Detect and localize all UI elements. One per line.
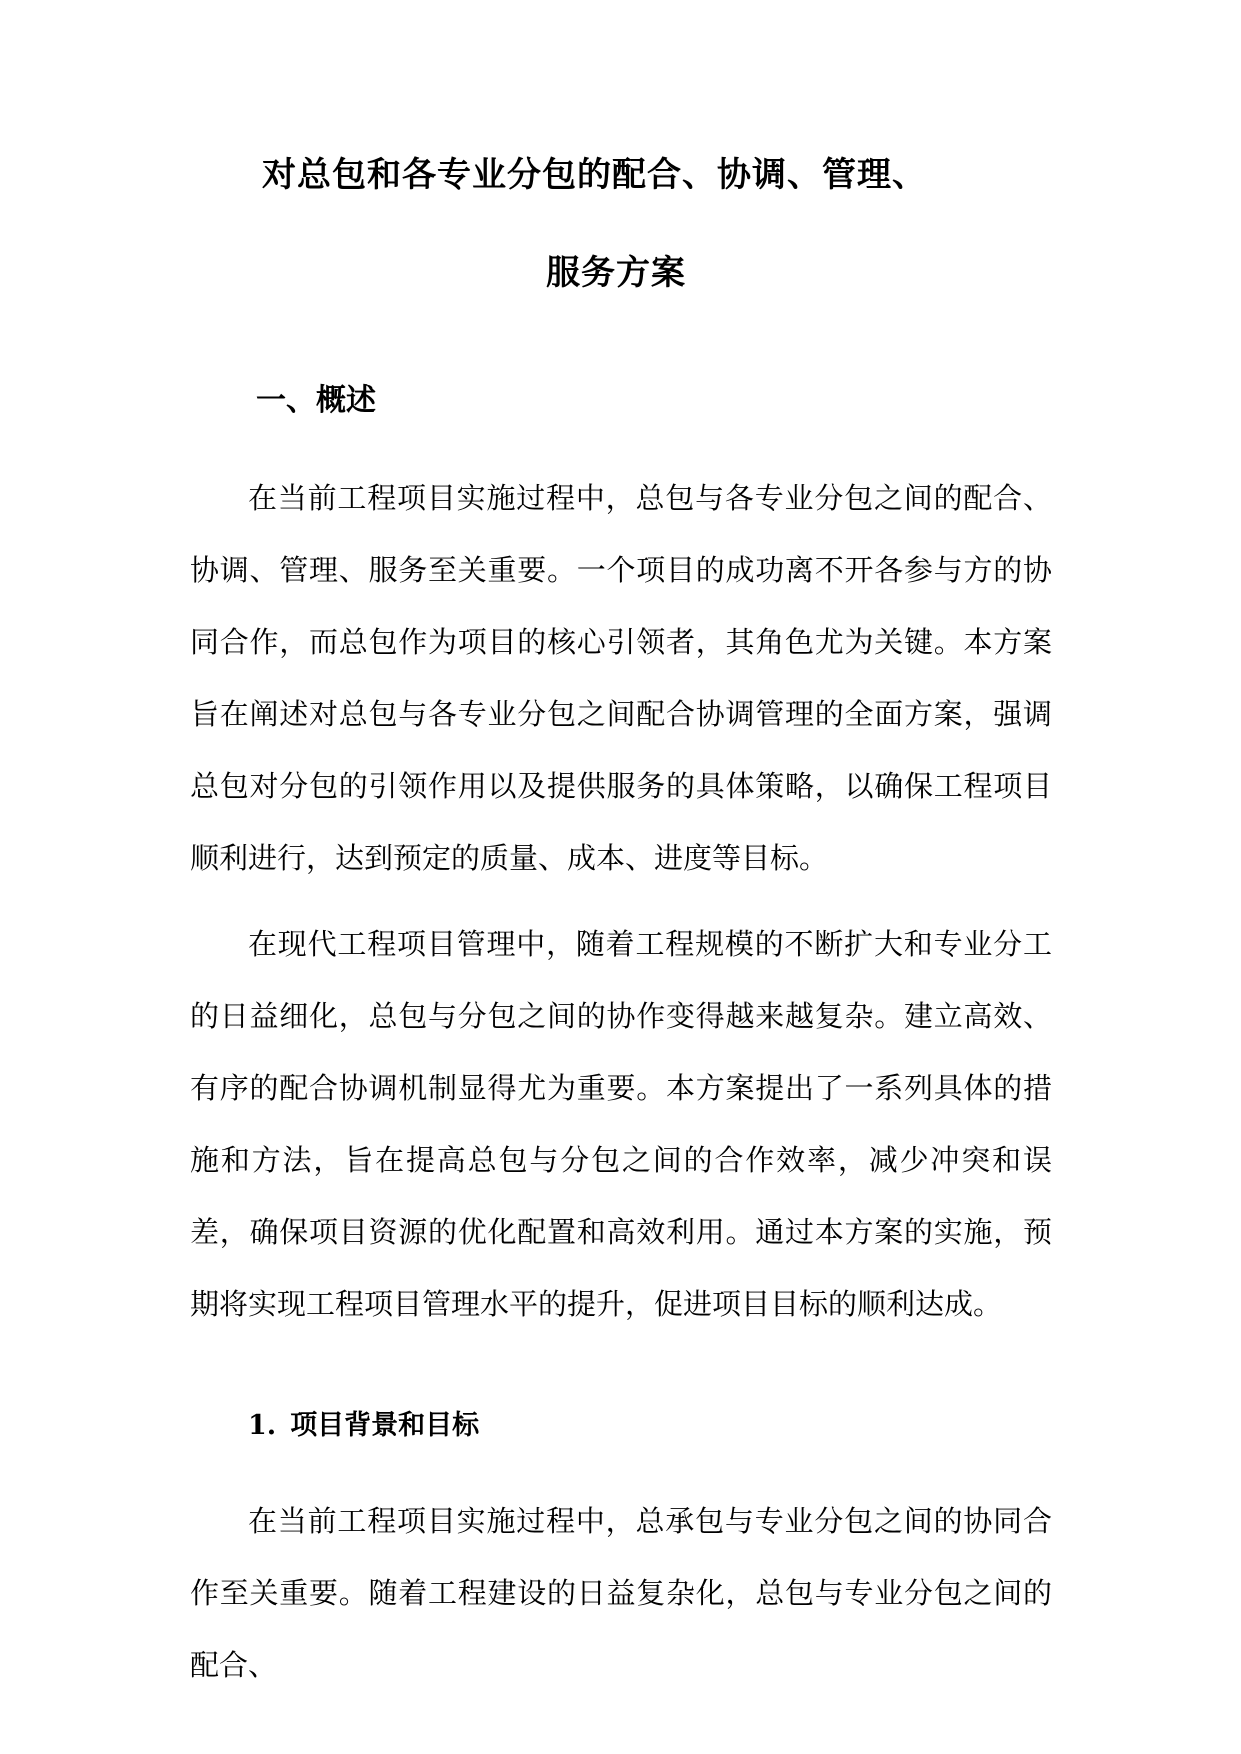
subsection-number: 1. [248,1410,277,1441]
overview-paragraph-1: 在当前工程项目实施过程中，总包与各专业分包之间的配合、协调、管理、服务至关重要。一个项目的成功离不开各参与方的协同合作，而总包作为项目的核心引领者，其角色尤为关键。本方案旨在阐述对总包与各专业分包之间配合协调管理的全面方案，强调总包对分包的引领作用以及提供服务的具体策略，以确保工程项目顺利进行，达到预定的质量、成本、进度等目标。 [190,481,1052,875]
subsection-heading-background [248,1412,479,1439]
subsection-title: 项目背景和目标 [290,1410,480,1441]
document-title-line-2: 服务方案 [546,253,686,293]
overview-paragraph-2: 在现代工程项目管理中，随着工程规模的不断扩大和专业分工的日益细化，总包与分包之间的协作变得越来越复杂。建立高效、有序的配合协调机制显得尤为重要。本方案提出了一系列具体的措施和方法，旨在提高总包与分包之间的合作效率，减少冲突和误差，确保项目资源的优化配置和高效利用。通过本方案的实施，预期将实现工程项目管理水平的提升，促进项目目标的顺利达成。 [190,927,1052,1321]
document-title-line-1: 对总包和各专业分包的配合、协调、管理、 [262,155,927,195]
section-heading-overview: 一、概述 [256,383,376,418]
background-paragraph-1: 在当前工程项目实施过程中，总承包与专业分包之间的协同合作至关重要。随着工程建设的日益复杂化，总包与专业分包之间的配合、 [190,1504,1052,1682]
